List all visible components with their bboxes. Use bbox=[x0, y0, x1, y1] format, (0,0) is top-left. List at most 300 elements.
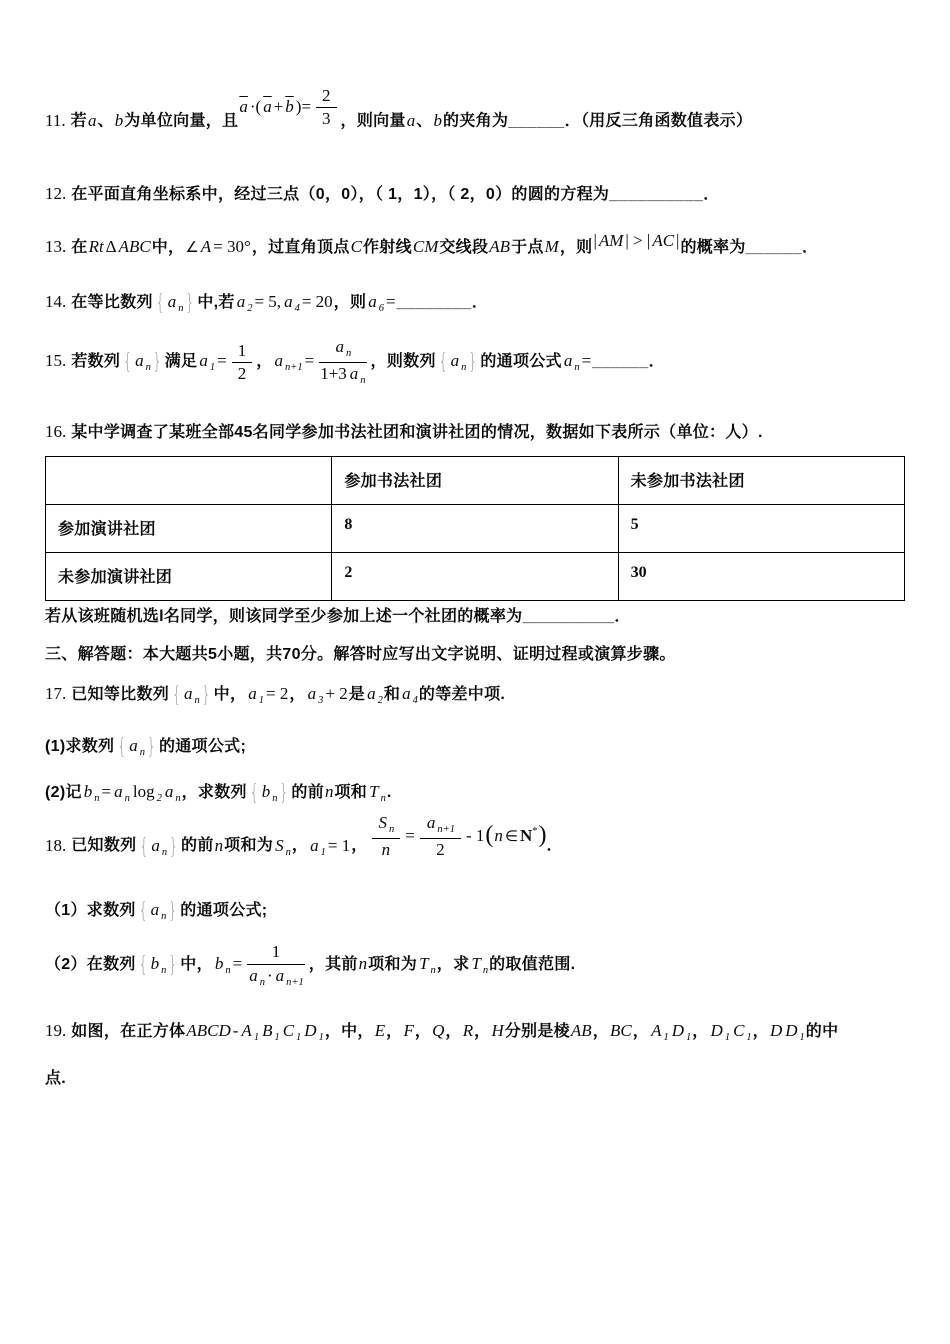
subscripted-variable bbox=[274, 835, 291, 858]
text-run: ， bbox=[474, 1023, 491, 1041]
text-run: ， bbox=[592, 1023, 610, 1041]
math-variable: H bbox=[491, 1021, 504, 1041]
text-run: 分别是棱 bbox=[504, 1023, 570, 1041]
math-variable: S bbox=[378, 813, 388, 833]
math-variable: S bbox=[275, 835, 284, 855]
big-paren: ( bbox=[485, 822, 494, 849]
math-variable: a bbox=[563, 351, 573, 371]
subscripted-variable bbox=[113, 781, 130, 804]
subscript: n bbox=[94, 792, 100, 804]
subscript: n bbox=[461, 362, 467, 374]
text-run: ． bbox=[471, 293, 489, 311]
subscript: n bbox=[161, 911, 167, 923]
question-17-part-1 bbox=[45, 732, 905, 762]
table-row bbox=[46, 553, 905, 601]
text-run: 交线段 bbox=[439, 238, 489, 256]
math-variable: a bbox=[310, 835, 319, 855]
answer-blank: ______ bbox=[592, 353, 649, 371]
denominator bbox=[319, 363, 366, 388]
math-variable: E bbox=[374, 1021, 386, 1041]
sequence-notation bbox=[138, 953, 179, 979]
text-run: 在等比数列 bbox=[71, 293, 153, 311]
sequence-notation bbox=[138, 834, 179, 860]
subscripted-variable bbox=[164, 781, 181, 804]
denominator bbox=[247, 965, 305, 990]
text-run: 在平面直角坐标系中，经过三点（0，0），（ 1，1），（ 2，0）的圆的方程为 bbox=[71, 185, 610, 203]
text-run: 中,若 bbox=[197, 293, 235, 311]
text-run: 、 bbox=[97, 112, 114, 130]
math-variable: a bbox=[349, 364, 359, 383]
big-paren: ) bbox=[538, 822, 547, 849]
question-11 bbox=[45, 86, 905, 144]
subscript: n bbox=[178, 302, 184, 314]
math-variable: AB bbox=[489, 236, 511, 256]
subscript: n bbox=[175, 792, 181, 804]
subscripted-variable bbox=[378, 813, 395, 836]
row-label-joined-speech: 参加演讲社团 bbox=[46, 505, 332, 553]
right-brace-icon: } bbox=[279, 780, 289, 806]
question-19-continuation: 点. bbox=[45, 1070, 67, 1088]
math-roman: · bbox=[267, 965, 273, 985]
math-variable: D bbox=[785, 1021, 798, 1041]
math-variable: n bbox=[381, 839, 391, 859]
math-variable: a bbox=[199, 351, 208, 371]
text-run: ， bbox=[752, 1023, 769, 1041]
text-run: ． bbox=[648, 353, 665, 371]
subscript: n bbox=[574, 362, 580, 374]
math-variable: C bbox=[282, 1021, 295, 1041]
subscripted-variable bbox=[283, 291, 300, 314]
sequence-inner bbox=[149, 835, 168, 858]
subscripted-variable bbox=[671, 1021, 692, 1044]
text-run: ． bbox=[546, 837, 563, 855]
sequence-notation bbox=[438, 350, 479, 376]
subscript: 1 bbox=[685, 1032, 692, 1044]
numerator bbox=[420, 813, 461, 839]
right-brace-icon: } bbox=[168, 899, 178, 925]
question-14 bbox=[45, 288, 905, 318]
question-number: 11. bbox=[45, 110, 66, 130]
subscript: 1 bbox=[258, 694, 265, 706]
sequence-notation bbox=[116, 734, 157, 760]
text-run: ，则数列 bbox=[370, 353, 436, 371]
math-variable: b bbox=[433, 110, 443, 130]
math-variable: M bbox=[544, 236, 559, 256]
text-run: 的前 bbox=[181, 837, 214, 855]
right-brace-icon: } bbox=[152, 350, 162, 376]
subscripted-variable bbox=[366, 683, 383, 706]
text-run: ， bbox=[414, 1023, 432, 1041]
math-variable: F bbox=[403, 1021, 414, 1041]
subscripted-variable bbox=[134, 351, 151, 374]
math-variable: a bbox=[164, 781, 174, 801]
question-number: 19. bbox=[45, 1021, 67, 1041]
text-run: ，求 bbox=[436, 956, 470, 974]
left-brace-icon: { bbox=[172, 682, 181, 708]
text-run: ． bbox=[802, 238, 819, 256]
math-variable: Rt bbox=[88, 236, 104, 256]
table-header-row bbox=[46, 457, 905, 505]
math-variable: D bbox=[304, 1021, 317, 1041]
text-run: 已知数列 bbox=[71, 837, 137, 855]
math-variable: n bbox=[214, 835, 224, 855]
subscripted-variable bbox=[128, 735, 146, 758]
math-roman: ·( bbox=[249, 96, 262, 116]
subscript: 1 bbox=[799, 1032, 805, 1044]
text-run: 的概率为 bbox=[680, 238, 746, 256]
text-run: ， bbox=[445, 1023, 462, 1041]
inline-equation bbox=[592, 227, 680, 256]
math-variable: C bbox=[350, 236, 362, 256]
sequence-inner bbox=[149, 900, 168, 923]
subscript: 1 bbox=[209, 362, 216, 374]
math-variable: a bbox=[402, 683, 411, 703]
sequence-notation bbox=[138, 899, 179, 925]
math-roman: | bbox=[593, 230, 597, 250]
sequence-inner bbox=[182, 683, 201, 706]
question-16-intro bbox=[45, 418, 905, 447]
fraction bbox=[316, 86, 337, 130]
fraction bbox=[420, 813, 461, 860]
subscripted-variable bbox=[368, 781, 386, 804]
math-roman: = bbox=[581, 351, 592, 371]
denominator bbox=[372, 839, 401, 860]
subscripted-variable bbox=[650, 1021, 669, 1044]
subscripted-variable bbox=[710, 1021, 731, 1044]
subscripted-variable bbox=[248, 965, 265, 988]
math-variable: a bbox=[151, 835, 160, 855]
subscripted-variable bbox=[150, 900, 167, 923]
subscript: 1 bbox=[663, 1032, 669, 1044]
subscript: 1 bbox=[724, 1032, 731, 1044]
subscript: n bbox=[139, 746, 146, 758]
subscript: n bbox=[482, 965, 489, 977]
subscripted-variable bbox=[732, 1021, 752, 1044]
math-variable: T bbox=[471, 954, 481, 974]
math-roman: 1+3 bbox=[320, 364, 347, 383]
answer-blank: ________ bbox=[396, 293, 472, 311]
math-roman: Δ bbox=[105, 236, 117, 256]
math-variable: A bbox=[651, 1021, 662, 1041]
text-run: 某中学调查了某班全部45名同学参加书法社团和演讲社团的情况，数据如下表所示（单位：人）. bbox=[71, 423, 763, 441]
sequence-notation bbox=[171, 682, 212, 708]
subscript: 2 bbox=[156, 792, 162, 804]
math-variable: a bbox=[426, 813, 436, 833]
text-run: 在 bbox=[71, 238, 88, 256]
table-row bbox=[46, 505, 905, 553]
math-variable: b bbox=[214, 954, 224, 974]
math-variable: ABCD bbox=[186, 1021, 231, 1041]
math-variable: a bbox=[274, 351, 284, 371]
math-variable: a bbox=[236, 291, 246, 311]
vector-variable: $\overline{a}$ bbox=[263, 96, 272, 116]
subscripted-variable bbox=[247, 683, 265, 706]
subscripted-variable bbox=[150, 954, 167, 977]
question-number: 16. bbox=[45, 421, 67, 441]
subscripted-variable bbox=[214, 954, 231, 977]
math-variable: a bbox=[114, 781, 123, 801]
subscripted-variable bbox=[132, 781, 162, 804]
subscript: n bbox=[161, 846, 168, 858]
left-brace-icon: { bbox=[138, 953, 148, 979]
question-number: 18. bbox=[45, 835, 67, 855]
math-roman: 1 bbox=[271, 942, 281, 962]
answer-blank: ______ bbox=[508, 112, 565, 130]
subscripted-variable bbox=[450, 351, 467, 374]
subscripted-variable bbox=[784, 1021, 805, 1044]
math-roman: 2 bbox=[322, 86, 331, 105]
text-run: （2）在数列 bbox=[45, 956, 136, 974]
text-run: 中， bbox=[151, 238, 185, 256]
text-run: 是 bbox=[348, 685, 366, 703]
math-variable: a bbox=[135, 351, 144, 371]
math-variable: Q bbox=[432, 1021, 445, 1041]
subscripted-variable bbox=[426, 813, 455, 836]
right-brace-icon: } bbox=[468, 350, 478, 376]
subscripted-variable bbox=[274, 351, 303, 374]
subscripted-variable bbox=[183, 683, 200, 706]
numerator bbox=[316, 86, 337, 108]
math-variable: a bbox=[368, 291, 377, 311]
subscripted-variable bbox=[198, 351, 216, 374]
text-run: 如图，在正方体 bbox=[71, 1023, 186, 1041]
math-roman: )= bbox=[295, 96, 312, 116]
sequence-inner bbox=[133, 351, 152, 374]
question-13 bbox=[45, 230, 905, 262]
subscript: 1 bbox=[274, 1032, 280, 1044]
text-run: ． bbox=[703, 185, 720, 203]
math-variable: a bbox=[284, 291, 293, 311]
text-run: 中， bbox=[180, 956, 213, 974]
math-variable: R bbox=[462, 1021, 474, 1041]
left-brace-icon: { bbox=[123, 350, 133, 376]
math-roman: - 1 bbox=[465, 825, 485, 845]
text-run: （1）求数列 bbox=[45, 902, 136, 920]
subscript: 3 bbox=[318, 694, 324, 706]
text-run: 项和 bbox=[334, 783, 368, 801]
math-roman: 3 bbox=[322, 109, 331, 129]
subscript: n+1 bbox=[285, 362, 303, 374]
sequence-inner bbox=[449, 351, 468, 374]
right-brace-icon: } bbox=[169, 834, 179, 860]
text-run: (1)求数列 bbox=[45, 737, 115, 755]
math-variable: B bbox=[262, 1021, 273, 1041]
left-brace-icon: { bbox=[155, 290, 165, 316]
header-cell-empty bbox=[46, 457, 332, 505]
text-run: 的前 bbox=[291, 783, 324, 801]
subscript: 4 bbox=[294, 302, 300, 314]
math-variable: b bbox=[150, 954, 160, 974]
survey-table bbox=[45, 456, 905, 601]
left-brace-icon: { bbox=[139, 834, 149, 860]
question-17 bbox=[45, 680, 905, 710]
text-run: ，则 bbox=[559, 238, 593, 256]
row-label-not-joined-speech: 未参加演讲社团 bbox=[46, 553, 332, 601]
math-roman: | bbox=[676, 230, 680, 250]
math-roman: - bbox=[232, 1021, 239, 1041]
math-variable: D bbox=[710, 1021, 723, 1041]
math-variable: AM bbox=[598, 230, 624, 250]
question-15 bbox=[45, 337, 905, 387]
text-run: 满足 bbox=[164, 353, 198, 371]
sequence-notation bbox=[155, 290, 196, 316]
text-run: 和 bbox=[383, 685, 401, 703]
text-run: 为单位向量，且 bbox=[124, 112, 239, 130]
subscripted-variable bbox=[236, 291, 253, 314]
text-run: ， bbox=[386, 1023, 403, 1041]
question-number: 13. bbox=[45, 236, 67, 256]
math-roman: 2 bbox=[237, 364, 247, 383]
inline-equation bbox=[368, 813, 547, 860]
subscript: 2 bbox=[247, 302, 253, 314]
text-run: ，则向量 bbox=[340, 112, 406, 130]
right-brace-icon: } bbox=[147, 734, 156, 760]
math-variable: a bbox=[87, 110, 97, 130]
math-roman: 2 bbox=[436, 839, 445, 859]
math-variable: a bbox=[167, 291, 177, 311]
math-variable: D bbox=[769, 1021, 783, 1041]
numerator bbox=[232, 341, 253, 363]
math-roman: = 1 bbox=[327, 835, 351, 855]
subscripted-variable bbox=[303, 1021, 324, 1044]
cell-value: 30 bbox=[618, 553, 904, 601]
text-run: 的通项公式; bbox=[158, 737, 247, 755]
math-roman: = bbox=[101, 781, 112, 801]
question-16-note: 若从该班随机选l名同学，则该同学至少参加上述一个社团的概率为__________． bbox=[45, 608, 631, 626]
section-heading: 三、解答题：本大题共5小题，共70分。解答时应写出文字说明、证明过程或演算步骤。 bbox=[45, 645, 676, 663]
text-run: ．（用反三角函数值表示） bbox=[564, 112, 753, 130]
math-variable: BC bbox=[610, 1021, 632, 1041]
subscripted-variable bbox=[349, 364, 366, 386]
text-run: ，中， bbox=[324, 1023, 374, 1041]
math-variable: D bbox=[671, 1021, 684, 1041]
math-variable: n bbox=[325, 781, 334, 801]
numerator bbox=[319, 337, 366, 363]
math-variable: CM bbox=[412, 236, 439, 256]
denominator bbox=[420, 839, 461, 860]
text-run: ， bbox=[256, 353, 273, 371]
subscripted-variable bbox=[261, 1021, 280, 1044]
subscripted-variable bbox=[261, 781, 278, 804]
math-variable: ABC bbox=[118, 236, 151, 256]
sequence-inner bbox=[260, 781, 279, 804]
subscript: n bbox=[380, 792, 386, 804]
math-roman: = 2 bbox=[266, 683, 289, 703]
subscripted-variable bbox=[240, 1021, 260, 1044]
cell-value: 8 bbox=[332, 505, 618, 553]
right-brace-icon: } bbox=[168, 953, 178, 979]
left-brace-icon: { bbox=[438, 350, 448, 376]
subscripted-variable bbox=[367, 291, 385, 314]
math-variable: b bbox=[83, 781, 93, 801]
subscript: n bbox=[272, 792, 278, 804]
superscripted-variable bbox=[519, 825, 538, 845]
text-run: ，其前 bbox=[308, 956, 358, 974]
math-roman: = bbox=[217, 351, 227, 371]
text-run: 的中 bbox=[805, 1023, 839, 1041]
answer-blank: ______ bbox=[745, 238, 803, 256]
math-variable: a bbox=[248, 683, 257, 703]
text-run: 、 bbox=[416, 112, 433, 130]
subscript: n bbox=[161, 965, 167, 977]
superscript: * bbox=[532, 825, 538, 837]
subscripted-variable bbox=[275, 965, 304, 988]
text-run: 若数列 bbox=[71, 353, 121, 371]
text-run: ， bbox=[692, 1023, 709, 1041]
subscript: n+1 bbox=[286, 976, 304, 988]
text-run: 的通项公式; bbox=[180, 902, 268, 920]
subscripted-variable bbox=[150, 835, 168, 858]
subscript: 6 bbox=[378, 302, 385, 314]
math-variable: A bbox=[241, 1021, 252, 1041]
text-run: (2)记 bbox=[45, 783, 82, 801]
subscripted-variable bbox=[335, 337, 352, 360]
subscript: n bbox=[430, 965, 436, 977]
text-run: 的取值范围. bbox=[489, 956, 576, 974]
sequence-inner bbox=[166, 291, 185, 314]
header-cell-not-joined-calligraphy: 未参加书法社团 bbox=[618, 457, 904, 505]
math-variable: log bbox=[132, 781, 155, 801]
math-variable: b bbox=[261, 781, 271, 801]
subscript: 1 bbox=[296, 1032, 302, 1044]
math-variable: a bbox=[450, 351, 460, 371]
text-run: 已知等比数列 bbox=[71, 685, 170, 703]
math-variable: b bbox=[114, 110, 124, 130]
subscripted-variable bbox=[401, 683, 418, 706]
subscript: n bbox=[285, 846, 291, 858]
math-variable: C bbox=[733, 1021, 745, 1041]
text-run: 的通项公式 bbox=[480, 353, 562, 371]
text-run: ，求数列 bbox=[181, 783, 247, 801]
text-run: 中， bbox=[213, 685, 247, 703]
subscripted-variable bbox=[563, 351, 580, 374]
text-run: 项和为 bbox=[224, 837, 274, 855]
subscript: n bbox=[194, 694, 200, 706]
subscripted-variable bbox=[309, 835, 326, 858]
math-variable: a bbox=[249, 965, 258, 985]
subscripted-variable bbox=[167, 291, 184, 314]
question-17-part-2 bbox=[45, 778, 905, 808]
math-variable: a bbox=[367, 683, 376, 703]
text-run: 若 bbox=[70, 112, 87, 130]
math-roman: = bbox=[232, 954, 243, 974]
math-variable: AB bbox=[570, 1021, 592, 1041]
question-number: 17. bbox=[45, 683, 67, 703]
inline-equation bbox=[238, 86, 340, 130]
math-variable: a bbox=[150, 900, 160, 920]
math-variable: T bbox=[419, 954, 429, 974]
subscript: n bbox=[259, 976, 265, 988]
math-symbol: ∈ bbox=[504, 826, 518, 845]
left-brace-icon: { bbox=[117, 734, 127, 760]
right-brace-icon: } bbox=[201, 682, 211, 708]
question-number: 14. bbox=[45, 291, 67, 311]
math-variable: n bbox=[358, 954, 368, 974]
fraction bbox=[247, 942, 305, 989]
subscript: n bbox=[124, 792, 130, 804]
math-roman: + 2 bbox=[325, 683, 348, 703]
text-run: 项和为 bbox=[368, 956, 418, 974]
subscript: n bbox=[389, 824, 395, 836]
math-roman: = 5, bbox=[254, 291, 282, 311]
question-number: 15. bbox=[45, 351, 67, 371]
text-run: ，则 bbox=[333, 293, 367, 311]
question-18-part-2 bbox=[45, 942, 905, 989]
math-variable: a bbox=[406, 110, 416, 130]
text-run: 作射线 bbox=[362, 238, 412, 256]
vector-variable: $\overline{b}$ bbox=[285, 96, 294, 116]
math-variable: a bbox=[307, 683, 317, 703]
